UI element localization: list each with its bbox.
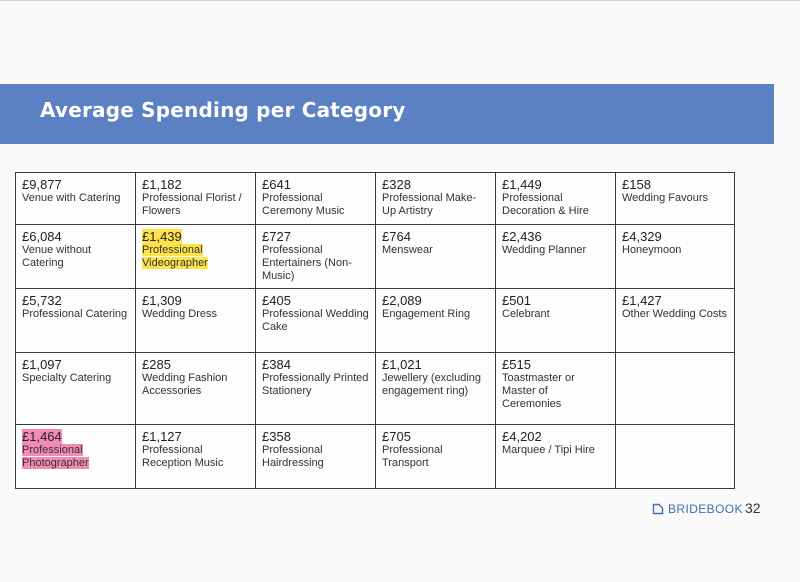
category-label: Professional Transport <box>382 444 443 469</box>
category-label: Professionally Printed Stationery <box>262 372 369 397</box>
category-label: Specialty Catering <box>22 372 112 384</box>
spend-amount: £1,097 <box>22 357 62 372</box>
category-label: Professional Decoration & Hire <box>502 192 589 217</box>
spend-amount: £2,089 <box>382 293 422 308</box>
category-cell <box>16 289 136 353</box>
category-label: Venue with Catering <box>22 192 121 204</box>
spend-amount: £1,021 <box>382 357 422 372</box>
category-label: Professional Entertainers (Non-Music) <box>262 244 352 282</box>
category-cell <box>256 425 376 489</box>
category-label: Wedding Dress <box>142 308 217 320</box>
category-cell <box>16 173 136 225</box>
category-label: Venue without Catering <box>22 244 92 269</box>
spend-amount: £4,329 <box>622 229 662 244</box>
spend-amount: £1,427 <box>622 293 662 308</box>
category-cell <box>136 289 256 353</box>
category-cell <box>616 289 735 353</box>
category-cell <box>376 225 496 289</box>
category-label: Jewellery (excluding engagement ring) <box>382 372 482 397</box>
page-title: Average Spending per Category <box>40 98 406 122</box>
category-cell <box>496 425 616 489</box>
category-cell <box>256 225 376 289</box>
spend-amount: £1,182 <box>142 177 182 192</box>
spend-amount: £515 <box>502 357 531 372</box>
category-cell <box>496 289 616 353</box>
table-row <box>16 225 735 289</box>
category-label: Professional Wedding Cake <box>262 308 369 333</box>
category-cell <box>616 225 735 289</box>
category-cell <box>376 353 496 425</box>
spend-amount: £501 <box>502 293 531 308</box>
highlighted-label: Professional Videographer <box>142 244 208 269</box>
category-cell <box>256 289 376 353</box>
category-label <box>22 444 130 470</box>
spend-amount: £328 <box>382 177 411 192</box>
page-number: 32 <box>745 500 761 516</box>
bridebook-logo-icon <box>652 503 664 515</box>
spend-amount: £358 <box>262 429 291 444</box>
spend-amount: £1,127 <box>142 429 182 444</box>
category-label: Professional Florist / Flowers <box>142 192 242 217</box>
category-label: Professional Catering <box>22 308 128 320</box>
category-label: Professional Reception Music <box>142 444 224 469</box>
spend-amount: £6,084 <box>22 229 62 244</box>
spend-amount: £405 <box>262 293 291 308</box>
table-row <box>16 289 735 353</box>
highlighted-label: Professional Photographer <box>22 444 89 469</box>
highlighted-amount: £1,464 <box>22 429 62 444</box>
category-label: Honeymoon <box>622 244 682 256</box>
category-cell <box>376 289 496 353</box>
category-label: Professional Hairdressing <box>262 444 324 469</box>
category-label: Wedding Fashion Accessories <box>142 372 228 397</box>
category-cell <box>496 173 616 225</box>
spend-amount: £158 <box>622 177 651 192</box>
category-label: Engagement Ring <box>382 308 471 320</box>
category-cell <box>136 425 256 489</box>
spend-amount: £384 <box>262 357 291 372</box>
category-label <box>142 244 250 270</box>
category-cell <box>256 173 376 225</box>
category-label: Marquee / Tipi Hire <box>502 444 595 456</box>
category-cell <box>616 425 735 489</box>
category-label: Professional Ceremony Music <box>262 192 345 217</box>
category-cell <box>616 353 735 425</box>
category-cell <box>136 225 256 289</box>
table-row <box>16 353 735 425</box>
spend-amount: £4,202 <box>502 429 542 444</box>
highlighted-amount: £1,439 <box>142 229 182 244</box>
category-cell <box>616 173 735 225</box>
spend-amount: £705 <box>382 429 411 444</box>
category-label: Celebrant <box>502 308 550 320</box>
category-label: Toastmaster or Master of Ceremonies <box>502 372 575 410</box>
spend-amount <box>142 229 250 244</box>
category-label: Wedding Planner <box>502 244 587 256</box>
category-label: Wedding Favours <box>622 192 709 204</box>
category-cell <box>256 353 376 425</box>
category-cell <box>496 353 616 425</box>
spend-amount: £727 <box>262 229 291 244</box>
category-cell <box>496 225 616 289</box>
spend-amount: £285 <box>142 357 171 372</box>
table-row <box>16 173 735 225</box>
spend-amount: £641 <box>262 177 291 192</box>
spend-amount: £2,436 <box>502 229 542 244</box>
spending-table <box>15 172 735 489</box>
brand-logo <box>652 502 743 516</box>
category-cell <box>16 225 136 289</box>
category-cell <box>16 353 136 425</box>
category-cell <box>136 353 256 425</box>
brand-name: BRIDEBOOK <box>668 502 743 516</box>
category-label: Menswear <box>382 244 433 256</box>
category-cell <box>376 173 496 225</box>
spend-amount: £9,877 <box>22 177 62 192</box>
spend-amount: £1,449 <box>502 177 542 192</box>
spend-amount: £764 <box>382 229 411 244</box>
table-row <box>16 425 735 489</box>
scan-edge <box>0 0 800 1</box>
category-cell <box>16 425 136 489</box>
spend-amount: £5,732 <box>22 293 62 308</box>
category-cell <box>376 425 496 489</box>
spend-amount: £1,309 <box>142 293 182 308</box>
category-cell <box>136 173 256 225</box>
category-label: Other Wedding Costs <box>622 308 727 320</box>
spend-amount <box>22 429 130 444</box>
category-label: Professional Make-Up Artistry <box>382 192 477 217</box>
